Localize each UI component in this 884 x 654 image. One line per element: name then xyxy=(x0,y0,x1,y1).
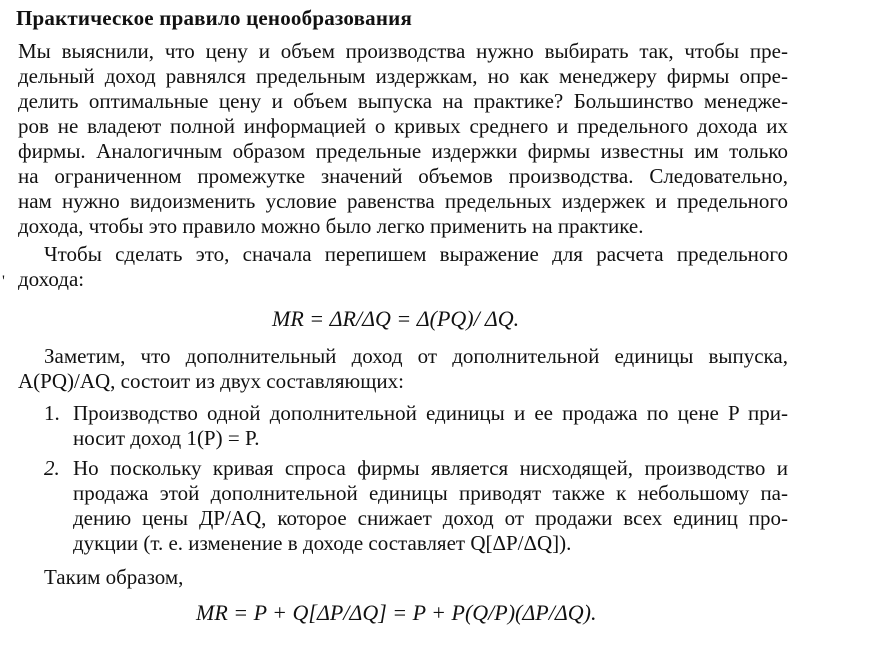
paragraph-1-line-1: Мы выяснили, что цену и объем производства нужно выбирать так, чтобы пре- xyxy=(18,39,788,63)
paragraph-1-line-5: фирмы. Аналогичным образом предельные издержки фирмы известны им только xyxy=(18,139,788,163)
paragraph-3-line-1: Заметим, что дополнительный доход от дополнительной единицы выпуска, xyxy=(44,344,788,368)
list-item-2-line-3: дению цены ДР/AQ, которое снижает доход от продажи всех единиц про- xyxy=(73,506,788,530)
margin-mark: ' xyxy=(2,273,5,290)
paragraph-1-line-7: нам нужно видоизменить условие равенства предельных издержек и предельного xyxy=(18,189,788,213)
list-item-1-line-1: Производство одной дополнительной единицы и ее продажа по цене P при- xyxy=(73,401,788,425)
list-item-2-line-2: продажа этой дополнительной единицы приводят также к небольшому па- xyxy=(73,481,788,505)
list-item-1-number: 1. xyxy=(44,401,60,425)
paragraph-1-line-4: ров не владеют полной информацией о кривых среднего и предельного дохода их xyxy=(18,114,788,138)
paragraph-1-line-2: дельный доход равнялся предельным издержкам, но как менеджеру фирмы опре- xyxy=(18,64,788,88)
paragraph-2-line-1: Чтобы сделать это, сначала перепишем выражение для расчета предельного xyxy=(44,242,788,266)
list-item-2-line-4: дукции (т. е. изменение в доходе составляет Q[ΔP/ΔQ]). xyxy=(73,531,572,555)
list-item-2-number: 2. xyxy=(44,456,60,480)
paragraph-4: Таким образом, xyxy=(44,565,184,589)
paragraph-3-line-2: A(PQ)/AQ, состоит из двух составляющих: xyxy=(18,369,404,393)
paragraph-1-line-3: делить оптимальные цену и объем выпуска на практике? Большинство менедже- xyxy=(18,89,788,113)
list-item-1-line-2: носит доход 1(P) = P. xyxy=(73,426,260,450)
paragraph-1-line-8: дохода, чтобы это правило можно было легко применить на практике. xyxy=(18,214,644,238)
formula-marginal-revenue-expanded: MR = P + Q[ΔP/ΔQ] = P + P(Q/P)(ΔP/ΔQ). xyxy=(196,600,597,625)
section-title: Практическое правило ценообразования xyxy=(16,6,413,30)
paragraph-1-line-6: на ограниченном промежутке значений объемов производства. Следовательно, xyxy=(18,164,788,188)
formula-marginal-revenue: MR = ΔR/ΔQ = Δ(PQ)/ ΔQ. xyxy=(272,306,520,331)
list-item-2-line-1: Но поскольку кривая спроса фирмы является нисходящей, производство и xyxy=(73,456,788,480)
paragraph-2-line-2: дохода: xyxy=(18,267,85,291)
